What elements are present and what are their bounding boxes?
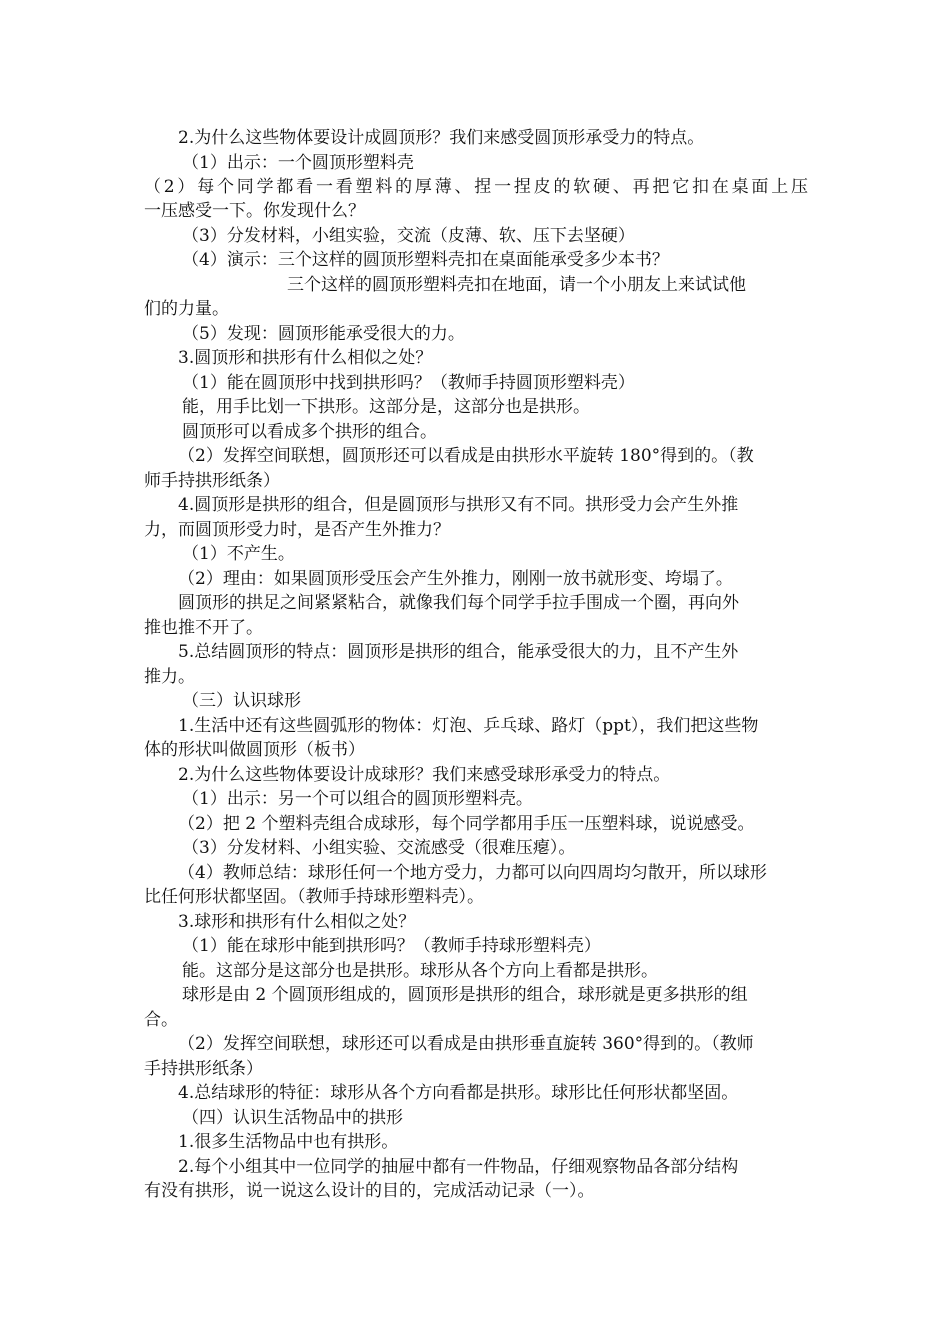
text-line: 能。这部分是这部分也是拱形。球形从各个方向上看都是拱形。	[182, 961, 658, 981]
text-line: 圆顶形可以看成多个拱形的组合。	[182, 422, 437, 442]
text-line: 一压感受一下。你发现什么？	[144, 201, 365, 221]
text-line: （5）发现：圆顶形能承受很大的力。	[182, 324, 465, 344]
text-line: 合。	[144, 1010, 178, 1030]
text-line: （1）能在球形中能到拱形吗？（教师手持球形塑料壳）	[182, 936, 601, 956]
text-line: 师手持拱形纸条）	[144, 471, 280, 491]
text-line: 手持拱形纸条）	[144, 1059, 263, 1079]
text-line: （3）分发材料、小组实验、交流感受（很难压瘪）。	[182, 838, 576, 858]
text-line: 能，用手比划一下拱形。这部分是，这部分也是拱形。	[182, 397, 590, 417]
text-line: 3.球形和拱形有什么相似之处？	[178, 912, 416, 932]
text-line: （4）教师总结：球形任何一个地方受力，力都可以向四周均匀散开，所以球形	[178, 863, 767, 883]
text-line: （4）演示：三个这样的圆顶形塑料壳扣在桌面能承受多少本书？	[182, 250, 669, 270]
text-line: 圆顶形的拱足之间紧紧粘合，就像我们每个同学手拉手围成一个圈，再向外	[178, 593, 739, 613]
text-line: （1）能在圆顶形中找到拱形吗？（教师手持圆顶形塑料壳）	[182, 373, 635, 393]
text-line: 2.为什么这些物体要设计成圆顶形？我们来感受圆顶形承受力的特点。	[178, 128, 705, 148]
text-line: （2）发挥空间联想，球形还可以看成是由拱形垂直旋转 360°得到的。（教师	[178, 1034, 754, 1054]
text-line: 们的力量。	[144, 299, 229, 319]
text-line: 1.很多生活物品中也有拱形。	[178, 1132, 399, 1152]
text-line: （3）分发材料，小组实验，交流（皮薄、软、压下去坚硬）	[182, 226, 635, 246]
text-line: （1）不产生。	[182, 544, 295, 564]
text-line: 4.圆顶形是拱形的组合，但是圆顶形与拱形又有不同。拱形受力会产生外推	[178, 495, 739, 515]
text-line: （1）出示：一个圆顶形塑料壳	[182, 153, 414, 173]
text-line: 3.圆顶形和拱形有什么相似之处？	[178, 348, 433, 368]
text-line: 4.总结球形的特征：球形从各个方向看都是拱形。球形比任何形状都坚固。	[178, 1083, 739, 1103]
section-heading: （三）认识球形	[182, 691, 301, 711]
section-heading: （四）认识生活物品中的拱形	[182, 1108, 403, 1128]
text-line: 推力。	[144, 667, 195, 687]
text-line: 三个这样的圆顶形塑料壳扣在地面，请一个小朋友上来试试他	[287, 275, 746, 295]
text-line: 2.每个小组其中一位同学的抽屉中都有一件物品，仔细观察物品各部分结构	[178, 1157, 739, 1177]
text-line: 推也推不开了。	[144, 618, 263, 638]
text-line: 有没有拱形，说一说这么设计的目的，完成活动记录（一）。	[144, 1181, 595, 1201]
text-line: （1）出示：另一个可以组合的圆顶形塑料壳。	[182, 789, 533, 809]
text-line: （2）发挥空间联想，圆顶形还可以看成是由拱形水平旋转 180°得到的。（教	[178, 446, 754, 466]
text-line: （2）把 2 个塑料壳组合成球形，每个同学都用手压一压塑料球，说说感受。	[178, 814, 755, 834]
text-line: （2）理由：如果圆顶形受压会产生外推力，刚刚一放书就形变、垮塌了。	[178, 569, 733, 589]
text-line: 体的形状叫做圆顶形（板书）	[144, 740, 365, 760]
text-line: 1.生活中还有这些圆弧形的物体：灯泡、乒乓球、路灯（ppt），我们把这些物	[178, 716, 759, 736]
text-line: 2.为什么这些物体要设计成球形？我们来感受球形承受力的特点。	[178, 765, 671, 785]
text-line: 球形是由 2 个圆顶形组成的，圆顶形是拱形的组合，球形就是更多拱形的组	[182, 985, 748, 1005]
text-line: 比任何形状都坚固。（教师手持球形塑料壳）。	[144, 887, 484, 907]
text-line: 5.总结圆顶形的特点：圆顶形是拱形的组合，能承受很大的力，且不产生外	[178, 642, 739, 662]
text-line: 力，而圆顶形受力时，是否产生外推力？	[144, 520, 450, 540]
text-line: （2）每个同学都看一看塑料的厚薄、捏一捏皮的软硬、再把它扣在桌面上压	[144, 177, 808, 197]
